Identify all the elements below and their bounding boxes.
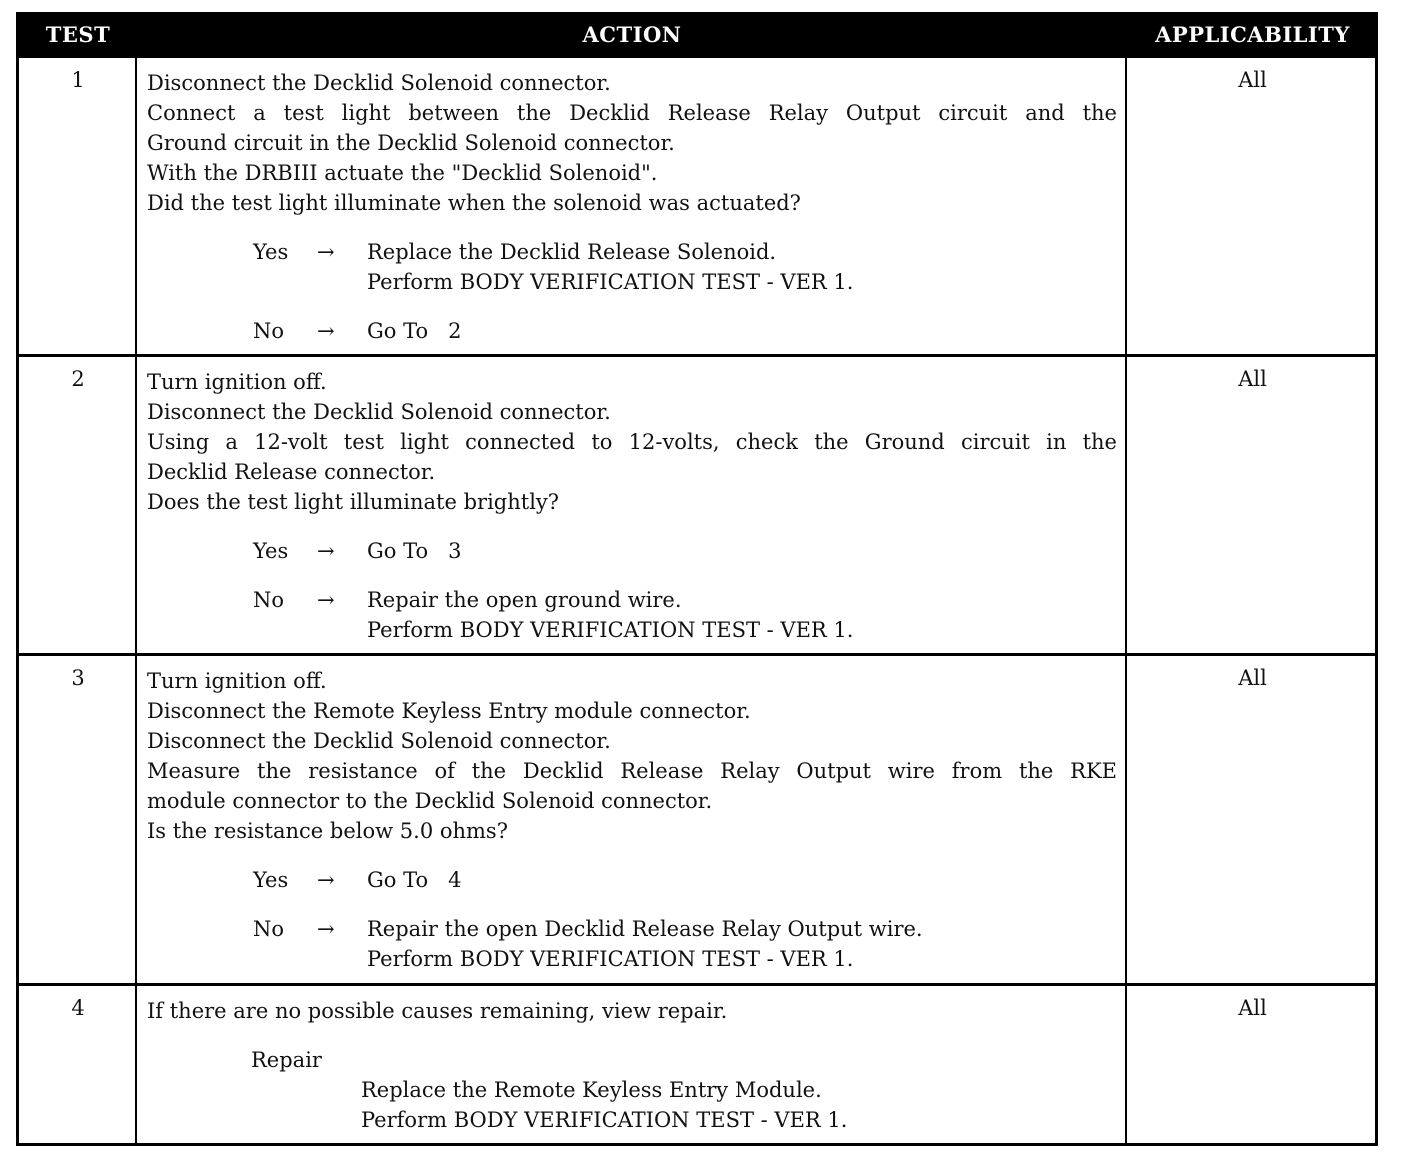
repair-result: [147, 1075, 1117, 1135]
action-line: Disconnect the Remote Keyless Entry module connector.: [147, 699, 751, 723]
result-line: Go To 3: [367, 539, 462, 563]
no-result: [367, 914, 923, 974]
action-line: Using a 12-volt test light connected to 12-volts, check the Ground circuit in the: [147, 430, 1117, 454]
table-row: [19, 983, 1375, 1143]
no-answer: [147, 316, 1117, 346]
applicability-cell: All: [1238, 68, 1267, 92]
table-header: [19, 15, 1375, 55]
table-row: [19, 55, 1375, 357]
column-divider: [1125, 656, 1127, 986]
yes-label: Yes: [253, 868, 289, 892]
column-divider: [135, 58, 137, 357]
header-test: TEST: [45, 22, 111, 47]
result-line: Replace the Decklid Release Solenoid.: [367, 240, 777, 264]
action-cell: [147, 68, 1117, 346]
result-line: Replace the Remote Keyless Entry Module.: [361, 1078, 822, 1102]
column-divider: [135, 357, 137, 656]
action-line: Did the test light illuminate when the solenoid was actuated?: [147, 191, 801, 215]
action-line: Connect a test light between the Decklid Release Relay Output circuit and the: [147, 101, 1117, 125]
test-number: 2: [71, 367, 85, 391]
action-line: Turn ignition off.: [147, 669, 327, 693]
action-line: Is the resistance below 5.0 ohms?: [147, 819, 508, 843]
column-divider: [1125, 357, 1127, 656]
yes-answer: [147, 865, 1117, 895]
action-line: If there are no possible causes remaining, view repair.: [147, 999, 728, 1023]
header-action: ACTION: [582, 22, 682, 47]
test-number: 1: [71, 68, 85, 92]
action-line: Does the test light illuminate brightly?: [147, 490, 560, 514]
result-line: Go To 4: [367, 868, 462, 892]
yes-answer: [147, 237, 1117, 297]
result-line: Perform BODY VERIFICATION TEST - VER 1.: [367, 270, 854, 294]
action-cell: [147, 666, 1117, 974]
action-line: Disconnect the Decklid Solenoid connector.: [147, 71, 611, 95]
action-line: Turn ignition off.: [147, 370, 327, 394]
yes-result: [367, 237, 853, 297]
no-result: [367, 316, 462, 346]
test-number: 3: [71, 666, 85, 690]
yes-answer: [147, 536, 1117, 566]
right-arrow-icon: →: [317, 240, 335, 264]
no-label: No: [253, 917, 285, 941]
action-line: Decklid Release connector.: [147, 460, 436, 484]
yes-result: [367, 865, 462, 895]
no-answer: [147, 585, 1117, 645]
applicability-cell: All: [1238, 367, 1267, 391]
result-line: Repair the open ground wire.: [367, 588, 682, 612]
right-arrow-icon: →: [317, 319, 335, 343]
yes-label: Yes: [253, 240, 289, 264]
right-arrow-icon: →: [317, 868, 335, 892]
yes-label: Yes: [253, 539, 289, 563]
result-line: Repair the open Decklid Release Relay Output wire.: [367, 917, 923, 941]
right-arrow-icon: →: [317, 588, 335, 612]
no-result: [367, 585, 853, 645]
action-cell: [147, 996, 1117, 1135]
no-label: No: [253, 588, 285, 612]
header-applicability: APPLICABILITY: [1155, 22, 1350, 47]
action-cell: [147, 367, 1117, 645]
action-line: Ground circuit in the Decklid Solenoid connector.: [147, 131, 675, 155]
action-line: Disconnect the Decklid Solenoid connector.: [147, 729, 611, 753]
column-divider: [135, 656, 137, 986]
yes-result: [367, 536, 462, 566]
no-answer: [147, 914, 1117, 974]
repair-label: Repair: [251, 1048, 322, 1072]
applicability-cell: All: [1238, 666, 1267, 690]
no-label: No: [253, 319, 285, 343]
action-line: With the DRBIII actuate the "Decklid Solenoid".: [147, 161, 658, 185]
action-line: Measure the resistance of the Decklid Release Relay Output wire from the RKE: [147, 759, 1117, 783]
result-line: Perform BODY VERIFICATION TEST - VER 1.: [367, 947, 854, 971]
result-line: Perform BODY VERIFICATION TEST - VER 1.: [367, 618, 854, 642]
applicability-cell: All: [1238, 996, 1267, 1020]
test-number: 4: [71, 996, 85, 1020]
right-arrow-icon: →: [317, 539, 335, 563]
table-row: [19, 653, 1375, 986]
table-row: [19, 354, 1375, 656]
right-arrow-icon: →: [317, 917, 335, 941]
action-line: Disconnect the Decklid Solenoid connector.: [147, 400, 611, 424]
action-line: module connector to the Decklid Solenoid connector.: [147, 789, 713, 813]
result-line: Perform BODY VERIFICATION TEST - VER 1.: [361, 1108, 848, 1132]
result-line: Go To 2: [367, 319, 462, 343]
column-divider: [1125, 58, 1127, 357]
diagnostic-test-table: [16, 12, 1378, 1146]
